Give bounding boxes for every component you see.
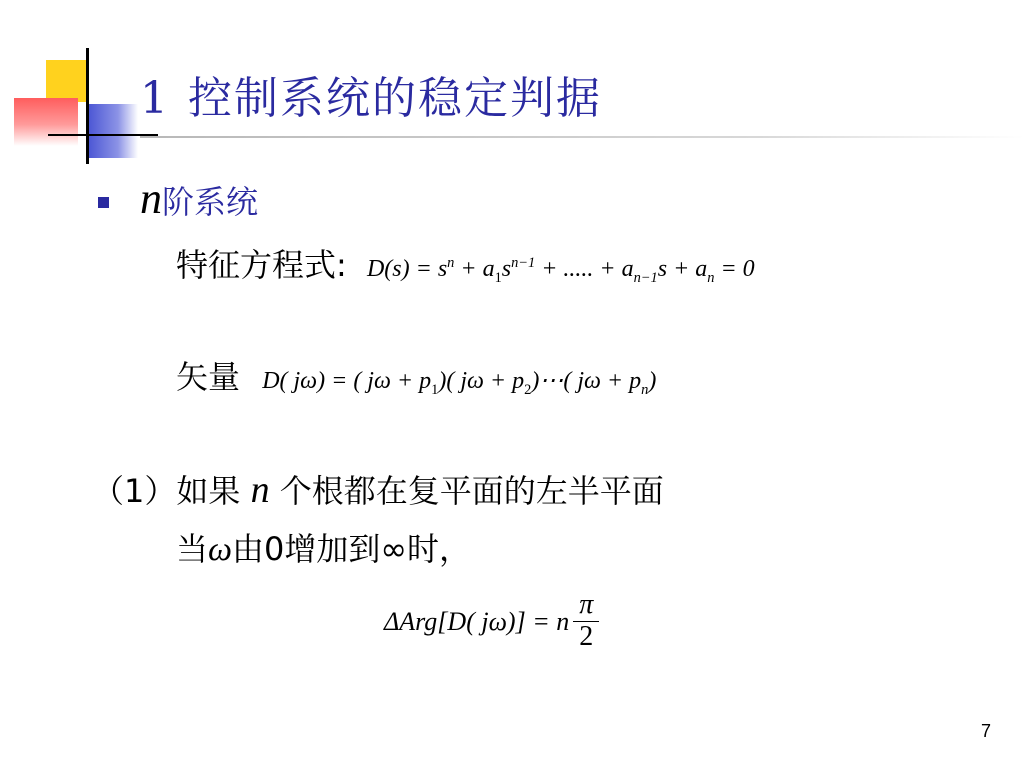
condition-line-2: 当ω由0增加到∞时，	[176, 530, 472, 568]
char-eq-label: 特征方程式:	[176, 246, 347, 284]
condition-line-1: （1）如果 n 个根都在复平面的左半平面	[92, 469, 664, 511]
characteristic-equation-line	[176, 240, 755, 287]
logo-red-square	[14, 98, 78, 146]
title-underline	[140, 136, 1024, 138]
bullet-heading	[140, 173, 258, 224]
logo-vertical-line	[86, 48, 89, 164]
condition-index: （1）	[92, 472, 177, 510]
arg-equation	[384, 590, 599, 653]
title-number: 1	[140, 73, 170, 124]
pi-over-two-fraction	[573, 590, 599, 653]
bullet-text: 阶系统	[162, 183, 259, 221]
fraction-denominator: 2	[579, 621, 594, 653]
fraction-numerator: π	[579, 589, 594, 620]
bullet-square	[98, 197, 109, 208]
n-variable-inline: n	[250, 469, 270, 511]
page-title	[140, 62, 602, 126]
arg-lhs: ΔArg[D( jω)] = n	[384, 606, 570, 636]
omega-symbol: ω	[208, 531, 233, 568]
logo-yellow-square	[46, 60, 86, 102]
vector-label: 矢量	[176, 358, 241, 396]
vector-line	[176, 352, 656, 399]
title-text: 控制系统的稳定判据	[188, 73, 602, 124]
page-number: 7	[980, 721, 991, 741]
vector-formula: D( jω) = ( $j\omega + p_1$)( $j\omega + p_2)\cdots$( $j\omega + p_n$)	[262, 368, 657, 398]
n-variable: n	[140, 174, 162, 223]
logo-blue-square	[88, 104, 138, 158]
char-eq-formula: $D(s) = s^n + a_1s^{n-1}$ + ..... + $a_{n-1}s + a_n = 0$	[366, 255, 755, 286]
